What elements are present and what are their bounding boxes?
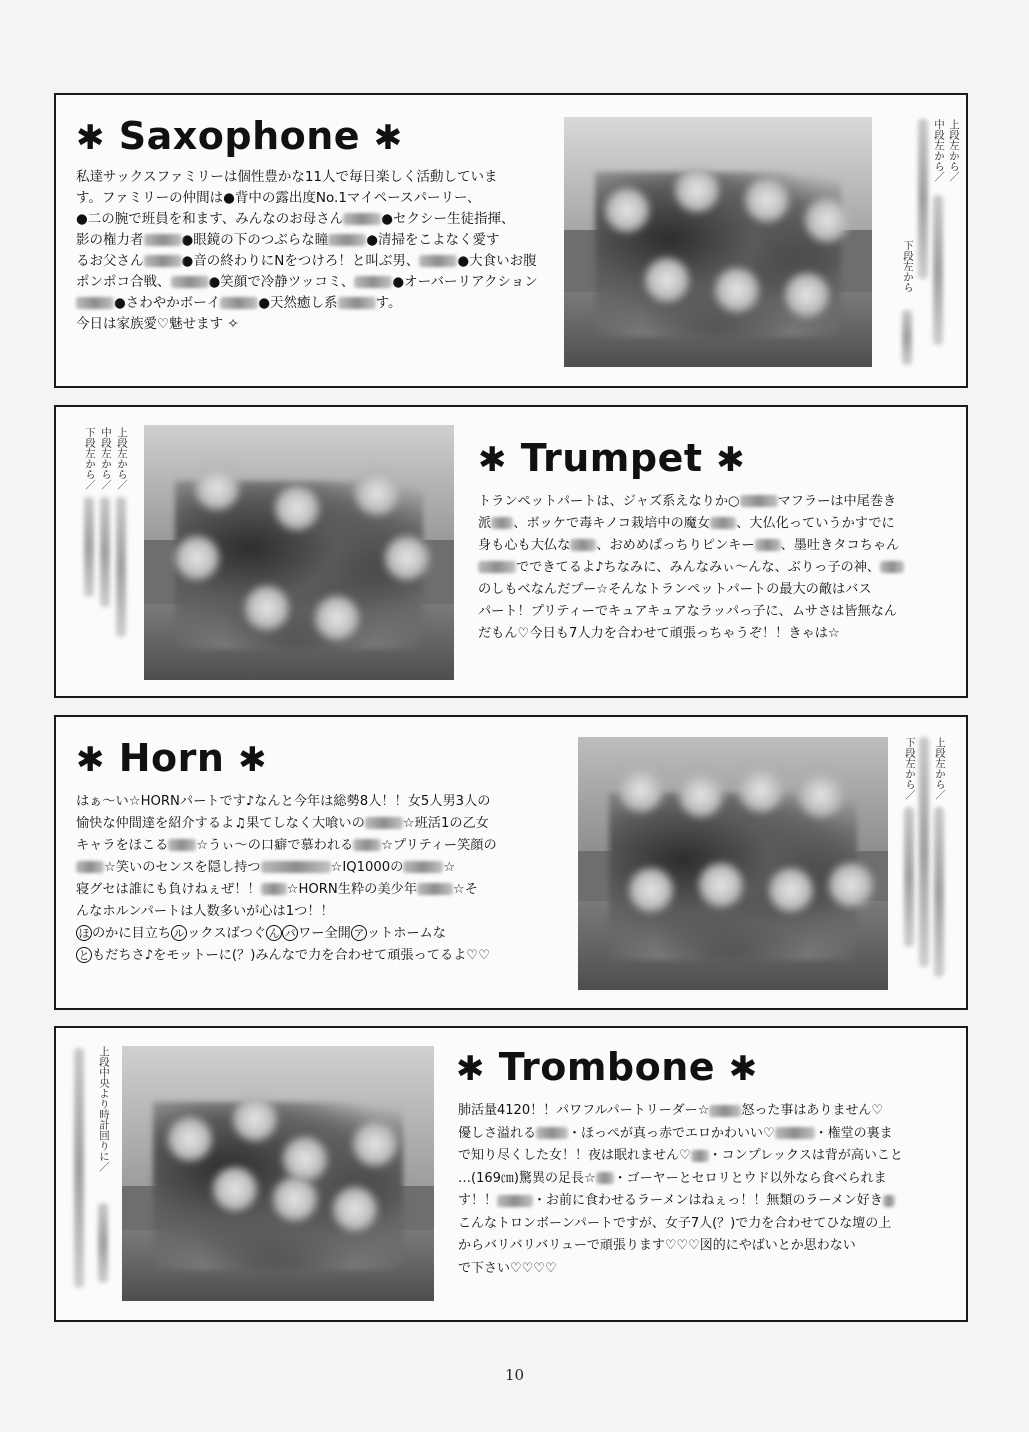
trumpet-line: だもん♡今日も7人力を合わせて頑張っちゃうぞ！！きゃは☆ <box>478 626 840 641</box>
horn-title <box>76 736 268 780</box>
censored-caption <box>84 497 94 597</box>
circled-char: ん <box>266 925 282 941</box>
censored-caption <box>116 497 126 637</box>
censored-name <box>740 495 778 507</box>
photo-caption-bottom: 下段左から <box>902 240 914 293</box>
trumpet-line: のしもべなんだプー☆そんなトランペットパートの最大の敵はバス <box>478 582 872 597</box>
trombone-title <box>456 1045 758 1089</box>
trumpet-line: トランペットパートは、ジャズ系えなりか○ マフラーは中尾巻き <box>478 494 897 509</box>
trombone-body <box>458 1100 958 1280</box>
censored-name <box>76 297 114 309</box>
trumpet-line: でできてるよ♪ちなみに、みんなみぃ～んな、ぶりっ子の神、 <box>478 557 958 579</box>
censored-name <box>883 1195 895 1207</box>
horn-line: ほ のかに目立ち ル ックスばつぐ ん パ ワー全開 ア ットホームな <box>76 923 576 945</box>
asterisk-icon: ✱ <box>238 740 268 780</box>
trumpet-line: 派 、ボッケで毒キノコ栽培中の魔女 、大仏化っていうかすでに <box>478 516 895 531</box>
asterisk-icon: ✱ <box>76 118 105 158</box>
asterisk-icon: ✱ <box>373 118 403 158</box>
photo-caption-middle: 中段左から／ <box>933 119 945 182</box>
censored-name <box>491 517 513 529</box>
trombone-section <box>54 1026 968 1322</box>
trombone-line: からバリバリバリューで頑張ります♡♡♡図的にやばいとか思わない <box>458 1238 856 1253</box>
saxophone-line: るお父さん ●音の終わりにNをつけろ！と叫ぶ男、 ●大食いお腹 <box>76 253 537 269</box>
horn-line: んなホルンパートは人数多いが心は1つ！！ <box>76 904 334 919</box>
censored-caption <box>74 1048 84 1288</box>
saxophone-line: 今日は家族愛♡魅せます ✧ <box>76 316 239 332</box>
circled-char: ル <box>171 925 187 941</box>
saxophone-section <box>54 93 968 388</box>
horn-line: はぁ～い☆HORNパートです♪なんと今年は総勢8人！！女5人男3人の <box>76 794 491 809</box>
photo-caption-bottom: 下段左から／ <box>84 427 96 490</box>
horn-group-photo <box>578 737 888 990</box>
saxophone-line: ポンポコ合戦、 ●笑顔で冷静ツッコミ、 ●オーバーリアクション <box>76 274 538 290</box>
saxophone-body <box>76 167 556 335</box>
photo-caption-top: 上段左から／ <box>948 119 960 182</box>
circled-char: ほ <box>76 925 92 941</box>
censored-name <box>775 1127 815 1139</box>
saxophone-line: ●さわやかボーイ ●天然癒し系 す。 <box>76 293 556 314</box>
censored-name <box>570 539 596 551</box>
sparkle-icon: ✧ <box>227 316 239 332</box>
censored-caption <box>904 807 914 947</box>
photo-caption-top: 上段左から／ <box>934 737 946 800</box>
horn-line: と もだちさ♪をモットーに(？)みんなで力を合わせて頑張ってるよ♡♡ <box>76 945 576 967</box>
trumpet-line: 身も心も大仏な 、おめめぱっちりピンキー 、墨吐きタコちゃん <box>478 538 900 553</box>
horn-line: 寝グセは誰にも負けねぇぜ！！ ☆HORN生粋の美少年 ☆そ <box>76 882 478 897</box>
censored-name <box>710 517 736 529</box>
censored-name <box>419 255 457 267</box>
censored-name <box>497 1195 533 1207</box>
asterisk-icon: ✱ <box>76 740 105 780</box>
circled-char: パ <box>282 925 298 941</box>
censored-caption <box>100 497 110 607</box>
saxophone-title <box>76 114 403 158</box>
circled-char: ア <box>351 925 367 941</box>
horn-section <box>54 715 968 1010</box>
censored-caption <box>933 195 943 345</box>
censored-caption <box>918 119 928 279</box>
photo-caption-bottom: 下段左から／ <box>904 737 916 800</box>
censored-name <box>76 861 104 873</box>
saxophone-line: ●二の腕で班員を和ます、みんなのお母さん ●セクシー生徒指揮、 <box>76 211 515 227</box>
trombone-line: す！！ ・お前に食わせるラーメンはねぇっ！！無類のラーメン好き <box>458 1190 958 1213</box>
trumpet-line: パート！プリティーでキュアキュアなラッパっ子に、ムサさは皆無なん <box>478 604 898 619</box>
asterisk-icon: ✱ <box>728 1049 758 1089</box>
censored-name <box>417 883 453 895</box>
censored-name <box>144 234 182 246</box>
censored-name <box>261 883 287 895</box>
trumpet-title-text: Trumpet <box>520 436 703 480</box>
trumpet-title <box>478 436 746 480</box>
trombone-line: で知り尽くした女！！夜は眠れません♡ ・コンプレックスは背が高いこと <box>458 1148 903 1163</box>
saxophone-group-photo <box>564 117 872 367</box>
horn-line: 愉快な仲間達を紹介するよ♫果てしなく大喰いの ☆班活1の乙女 <box>76 816 489 831</box>
censored-caption <box>934 807 944 977</box>
censored-name <box>338 297 376 309</box>
photo-caption-top: 上段左から／ <box>116 427 128 490</box>
trombone-line: こんなトロンボーンパートですが、女子7人(？)で力を合わせてひな壇の上 <box>458 1215 892 1231</box>
censored-name <box>709 1105 741 1117</box>
trombone-group-photo <box>122 1046 434 1301</box>
censored-name <box>261 861 331 873</box>
horn-line: ☆笑いのセンスを隠し持つ ☆IQ1000の ☆ <box>76 857 576 879</box>
horn-body <box>76 791 576 967</box>
saxophone-title-text: Saxophone <box>118 114 361 158</box>
censored-name <box>536 1127 568 1139</box>
censored-caption <box>919 737 929 967</box>
photo-caption-top: 上段中央より時計回りに／ <box>98 1046 110 1172</box>
trumpet-section <box>54 405 968 698</box>
saxophone-line: す。ファミリーの仲間は●背中の露出度No.1マイペースパーリー、 <box>76 190 481 206</box>
censored-name <box>880 561 904 573</box>
trombone-title-text: Trombone <box>498 1045 716 1089</box>
censored-name <box>596 1172 614 1184</box>
circled-char: と <box>76 947 92 963</box>
saxophone-line: 私達サックスファミリーは個性豊かな11人で毎日楽しく活動していま <box>76 169 498 185</box>
censored-name <box>168 839 196 851</box>
censored-name <box>365 817 403 829</box>
censored-name <box>478 561 516 573</box>
censored-name <box>144 255 182 267</box>
censored-name <box>354 276 392 288</box>
photo-caption-middle: 中段左から／ <box>100 427 112 490</box>
horn-line: キャラをほこる ☆うぃ～の口癖で慕われる ☆プリティー笑顔の <box>76 838 497 853</box>
censored-name <box>343 213 381 225</box>
trombone-line: 肺活量4120！！パワフルパートリーダー☆ 怒った事はありません♡ <box>458 1103 883 1118</box>
asterisk-icon: ✱ <box>716 440 746 480</box>
censored-name <box>220 297 258 309</box>
trombone-line: で下さい♡♡♡♡ <box>458 1260 557 1276</box>
censored-name <box>328 234 366 246</box>
trumpet-body <box>478 491 958 645</box>
censored-name <box>403 861 443 873</box>
asterisk-icon: ✱ <box>456 1049 485 1089</box>
censored-caption <box>98 1203 108 1283</box>
page-number: 10 <box>504 1366 525 1384</box>
censored-name <box>353 839 381 851</box>
censored-name <box>691 1150 709 1162</box>
asterisk-icon: ✱ <box>478 440 507 480</box>
trombone-line: 優しさ溢れる ・ほっぺが真っ赤でエロかわいい♡ ・権堂の裏ま <box>458 1125 893 1141</box>
censored-caption <box>902 310 912 365</box>
censored-name <box>755 539 781 551</box>
horn-title-text: Horn <box>118 736 225 780</box>
saxophone-line: 影の権力者 ●眼鏡の下のつぶらな瞳 ●清掃をこよなく愛す <box>76 232 500 248</box>
censored-name <box>171 276 209 288</box>
trumpet-group-photo <box>144 425 454 680</box>
trombone-line: …(169㎝)驚異の足長☆ ・ゴーヤーとセロリとウド以外なら食べられま <box>458 1170 887 1186</box>
